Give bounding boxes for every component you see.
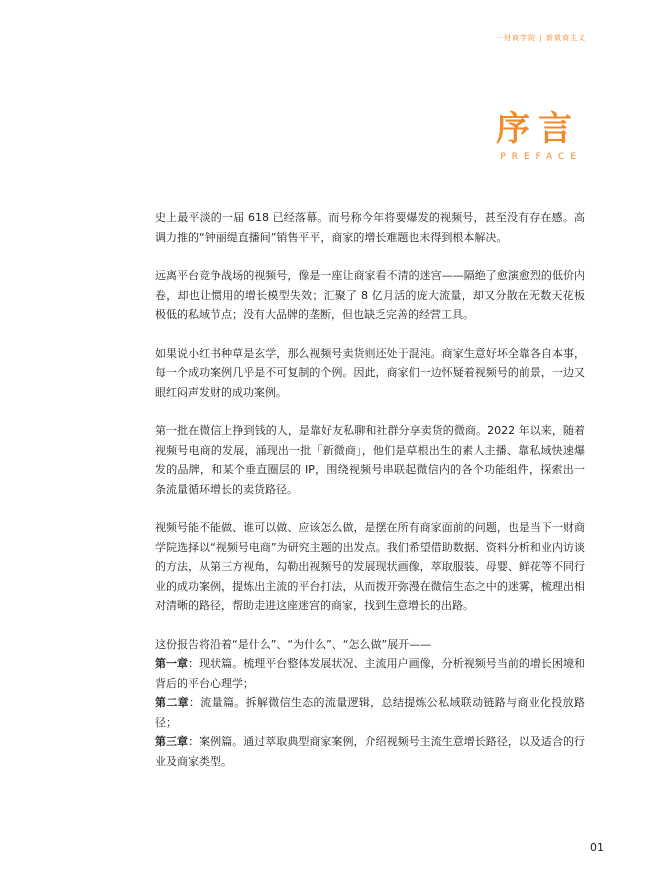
paragraph: 第一批在微信上挣到钱的人，是靠好友私聊和社群分享卖货的微商。2022 年以来，随着视频号电商的发展，涌现出一批「新微商」，他们是草根出生的素人主播、靠私域快速爆发的品牌，和某个垂直圈层的 IP，围绕视频号串联起微信内的各个功能组件，探索出一条流量循环增长的卖货路径。: [155, 424, 585, 496]
paragraph: 史上最平淡的一届 618 已经落幕。而号称今年将要爆发的视频号，甚至没有存在感。高调力推的“钟丽缇直播间”销售平平，商家的增长难题也未得到根本解决。: [155, 211, 585, 244]
page-title: 序言: [496, 109, 580, 149]
header-brand: 一财商学院 | 新微商主义: [496, 34, 586, 42]
chapter-outline: [155, 635, 585, 772]
page-subtitle: PREFACE: [500, 152, 582, 162]
paragraph: 如果说小红书种草是玄学，那么视频号卖货则还处于混沌。商家生意好坏全靠各自本事，每一个成功案例几乎是不可复制的个例。因此，商家们一边怀疑着视频号的前景，一边又眼红闷声发财的成功案例。: [155, 346, 585, 399]
page-number: 01: [590, 841, 604, 854]
chapter-item: [155, 693, 585, 732]
chapter-intro: 这份报告将沿着“是什么”、“为什么”、“怎么做”展开——: [155, 637, 432, 651]
paragraph: 视频号能不能做、谁可以做、应该怎么做，是摆在所有商家面前的问题，也是当下一财商学院选择以“视频号电商”为研究主题的出发点。我们希望借助数据、资料分析和业内访谈的方法，从第三方视角，勾勒出视频号的发展现状画像，萃取服装、母婴、鲜花等不同行业的成功案例，提炼出主流的平台打法，从而拨开弥漫在微信生态之中的迷雾，梳理出相对清晰的路径，帮助走进这座迷宫的商家，找到生意增长的出路。: [155, 521, 585, 612]
chapter-item: [155, 654, 585, 693]
preface-body: [155, 208, 585, 771]
chapter-label: 第二章: [155, 696, 189, 709]
paragraph: 远离平台竞争战场的视频号，像是一座让商家看不清的迷宫——隔绝了愈演愈烈的低价内卷，却也让惯用的增长模型失效；汇聚了 8 亿月活的庞大流量，却又分散在无数天花板极低的私域节点；没有大品牌的垄断，但也缺乏完善的经营工具。: [155, 269, 585, 321]
chapter-item: [155, 732, 585, 771]
chapter-text: ：案例篇。通过萃取典型商家案例，介绍视频号主流生意增长路径，以及适合的行业及商家类型。: [155, 735, 586, 768]
chapter-text: ：流量篇。拆解微信生态的流量逻辑，总结提炼公私域联动链路与商业化投放路径；: [155, 696, 586, 729]
chapter-text: ：现状篇。梳理平台整体发展状况、主流用户画像，分析视频号当前的增长困境和背后的平台心理学；: [155, 657, 586, 690]
chapter-label: 第三章: [155, 735, 189, 748]
chapter-label: 第一章: [155, 657, 189, 670]
